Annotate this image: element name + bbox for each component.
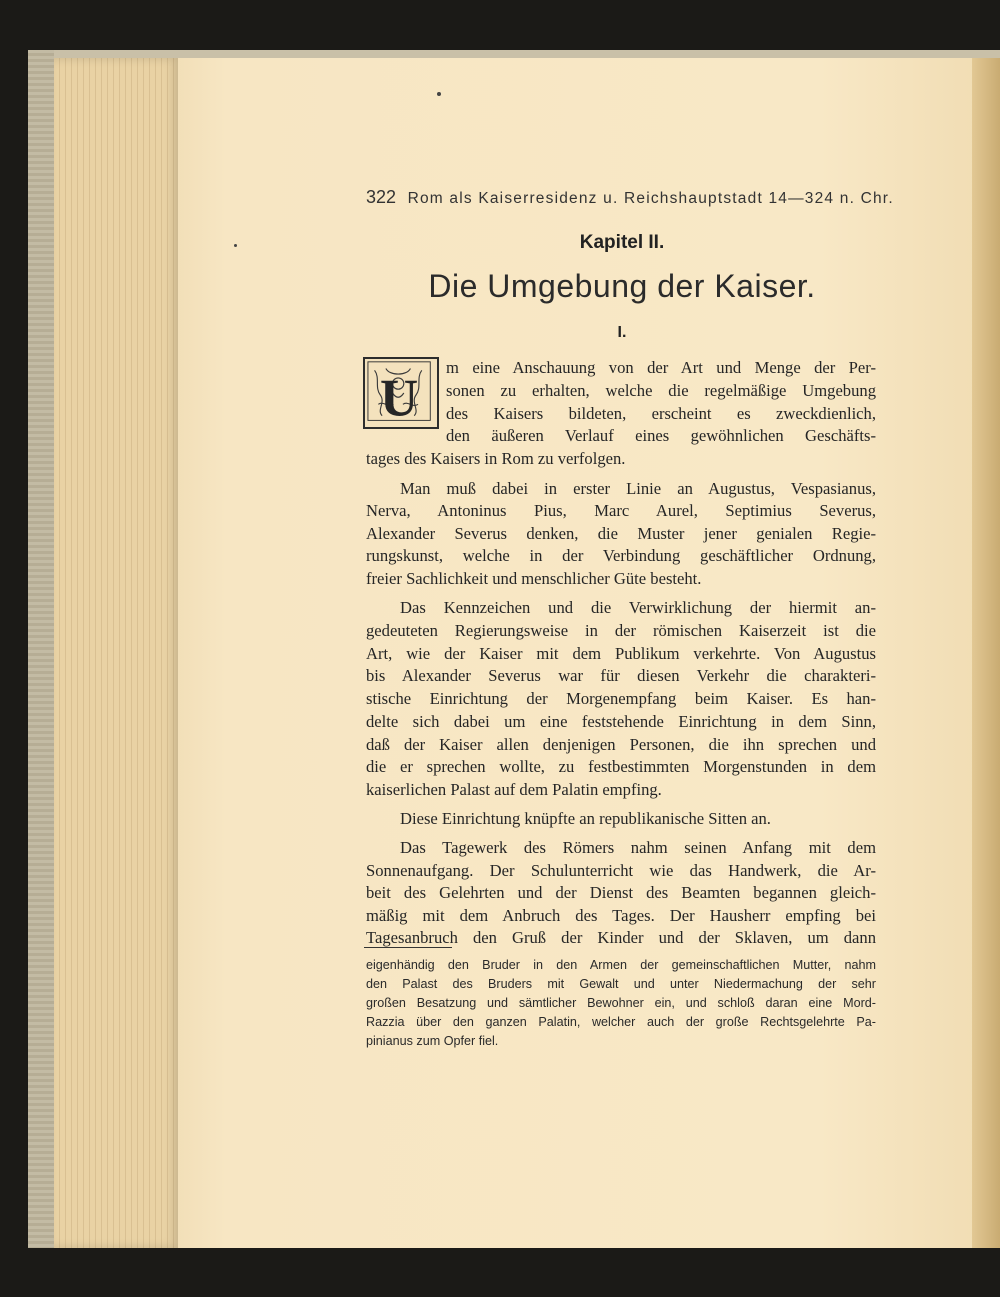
body-line: delte sich dabei um eine feststehende Einrichtung in dem Sinn, bbox=[366, 712, 876, 731]
body-line: Diese Einrichtung knüpfte an republikanische Sitten an. bbox=[400, 809, 771, 828]
body-line: tages des Kaisers in Rom zu verfolgen. bbox=[366, 449, 626, 468]
body-line: sonen zu erhalten, welche die regelmäßige Umgebung bbox=[446, 381, 876, 400]
body-line: kaiserlichen Palast auf dem Palatin empfing. bbox=[366, 780, 662, 799]
page-gutter-right bbox=[972, 58, 1000, 1248]
drop-initial-letter: U bbox=[380, 369, 419, 427]
section-number: I. bbox=[617, 324, 627, 341]
body-line: rungskunst, welche in der Verbindung geschäftlicher Ordnung, bbox=[366, 546, 876, 565]
body-line: die er sprechen wollte, zu festbestimmten Morgenstunden in dem bbox=[366, 757, 876, 776]
body-line: den äußeren Verlauf eines gewöhnlichen Geschäfts- bbox=[446, 426, 876, 445]
body-line: mäßig mit dem Anbruch des Tages. Der Hausherr empfing bei bbox=[366, 906, 876, 925]
body-line: stische Einrichtung der Morgenempfang beim Kaiser. Es han- bbox=[366, 689, 876, 708]
body-line: gedeuteten Regierungsweise in der römischen Kaiserzeit ist die bbox=[366, 621, 876, 640]
footnote-line: den Palast des Bruders mit Gewalt und unter Niedermachung der sehr bbox=[366, 977, 876, 991]
body-line: des Kaisers bildeten, erscheint es zweckdienlich, bbox=[446, 404, 876, 423]
body-line: Nerva, Antoninus Pius, Marc Aurel, Septimius Severus, bbox=[366, 501, 876, 520]
body-line: beit des Gelehrten und der Dienst des Beamten begannen gleich- bbox=[366, 883, 876, 902]
footnote-line: pinianus zum Opfer fiel. bbox=[366, 1034, 499, 1048]
body-line: m eine Anschauung von der Art und Menge der Per- bbox=[446, 358, 876, 377]
body-line: bis Alexander Severus war für diesen Verkehr die charakteri- bbox=[366, 666, 876, 685]
chapter-label: Kapitel II. bbox=[579, 232, 665, 253]
body-line: daß der Kaiser allen denjenigen Personen, die ihn sprechen und bbox=[366, 735, 876, 754]
footnote-line: großen Besatzung und sämtlicher Bewohner ein, und schloß daran eine Mord- bbox=[366, 996, 876, 1010]
body-line: freier Sachlichkeit und menschlicher Güte besteht. bbox=[366, 569, 702, 588]
footnote-line: Razzia über den ganzen Palatin, welcher auch der große Rechtsgelehrte Pa- bbox=[366, 1015, 876, 1029]
cover-board-edge bbox=[28, 50, 54, 1250]
page-speck bbox=[234, 244, 237, 247]
body-line: Man muß dabei in erster Linie an Augustus, Vespasianus, bbox=[400, 479, 876, 498]
running-head bbox=[366, 187, 894, 208]
body-line: Das Kennzeichen und die Verwirklichung der hiermit an- bbox=[400, 598, 876, 617]
footnote-rule bbox=[364, 947, 452, 948]
body-line: Alexander Severus denken, die Muster jener genialen Regie- bbox=[366, 524, 876, 543]
page-speck bbox=[437, 92, 441, 96]
body-line: Sonnenaufgang. Der Schulunterricht wie das Handwerk, die Ar- bbox=[366, 861, 876, 880]
scan-background-bottom bbox=[28, 1248, 1000, 1297]
body-line: Art, wie der Kaiser mit dem Publikum verkehrte. Von Augustus bbox=[366, 644, 876, 663]
page-edges-left bbox=[54, 58, 180, 1248]
footnote-line: eigenhändig den Bruder in den Armen der gemeinschaftlichen Mutter, nahm bbox=[366, 958, 876, 972]
body-line: Das Tagewerk des Römers nahm seinen Anfang mit dem bbox=[400, 838, 876, 857]
chapter-title: Die Umgebung der Kaiser. bbox=[428, 268, 816, 304]
decorative-drop-initial bbox=[363, 357, 439, 429]
running-head-text: Rom als Kaiserresidenz u. Reichshauptstadt 14—324 n. Chr. bbox=[407, 190, 894, 207]
body-line: Tagesanbruch den Gruß der Kinder und der Sklaven, um dann bbox=[366, 928, 876, 947]
page-number: 322 bbox=[366, 187, 397, 207]
